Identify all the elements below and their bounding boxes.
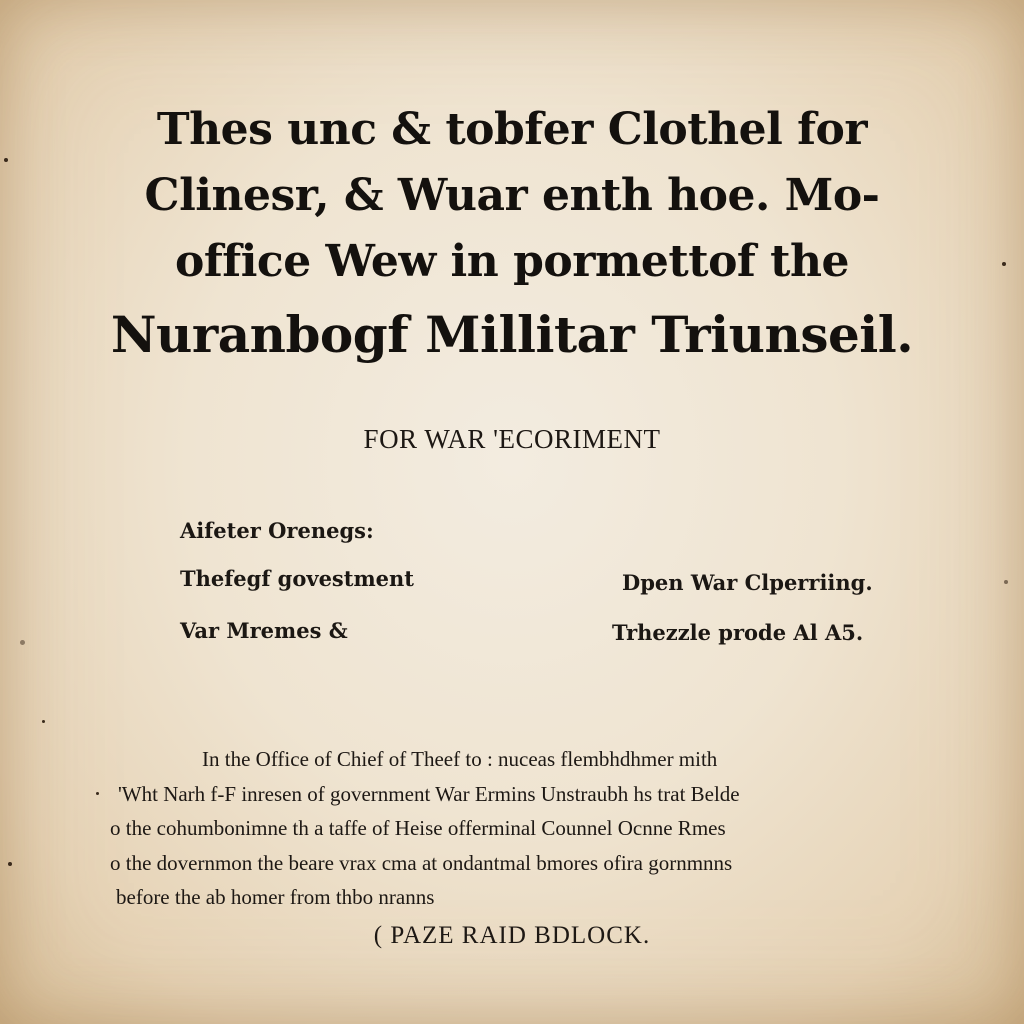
signature-line: ( PAZE RAID BDLOCK. <box>373 922 651 949</box>
body-line-2: 'Wht Narh f-F inresen of government War Ermins Unstraubh hs trat Belde <box>118 781 740 806</box>
document-title <box>0 104 1024 380</box>
ink-speck <box>42 720 45 723</box>
body-line-4: o the dovernmon the beare vrax cma at ondantmal bmores ofira gornmnns <box>110 850 733 875</box>
title-line-1: Thes unc & tobfer Clothel for <box>156 104 868 155</box>
ink-speck <box>20 640 25 645</box>
field-right-1: Dpen War Clperriing. <box>622 570 873 595</box>
field-left-1: Thefegf govestment <box>180 566 415 591</box>
ink-speck <box>1004 580 1008 584</box>
title-line-4: Nuranbogf Millitar Triunseil. <box>110 305 914 364</box>
body-line-5: before the ab homer from thbo nranns <box>116 885 435 909</box>
title-line-3: office Wew in pormettof the <box>175 236 849 287</box>
ink-speck <box>8 862 12 866</box>
field-right-2: Trhezzle prode Al A5. <box>612 620 864 645</box>
ink-speck <box>96 792 99 795</box>
document-subtitle: FOR WAR 'ECORIMENT <box>363 424 661 454</box>
title-line-2: Clinesr, & Wuar enth hoe. Mo- <box>144 170 880 221</box>
body-line-1: In the Office of Chief of Theef to : nuceas flembhdhmer mith <box>202 747 718 771</box>
body-line-3: o the cohumbonimne th a taffe of Heise offerminal Counnel Ocnne Rmes <box>110 816 726 840</box>
body-paragraph <box>110 742 910 915</box>
field-left-heading: Aifeter Orenegs: <box>180 518 374 543</box>
field-left-2: Var Mremes & <box>180 618 348 643</box>
